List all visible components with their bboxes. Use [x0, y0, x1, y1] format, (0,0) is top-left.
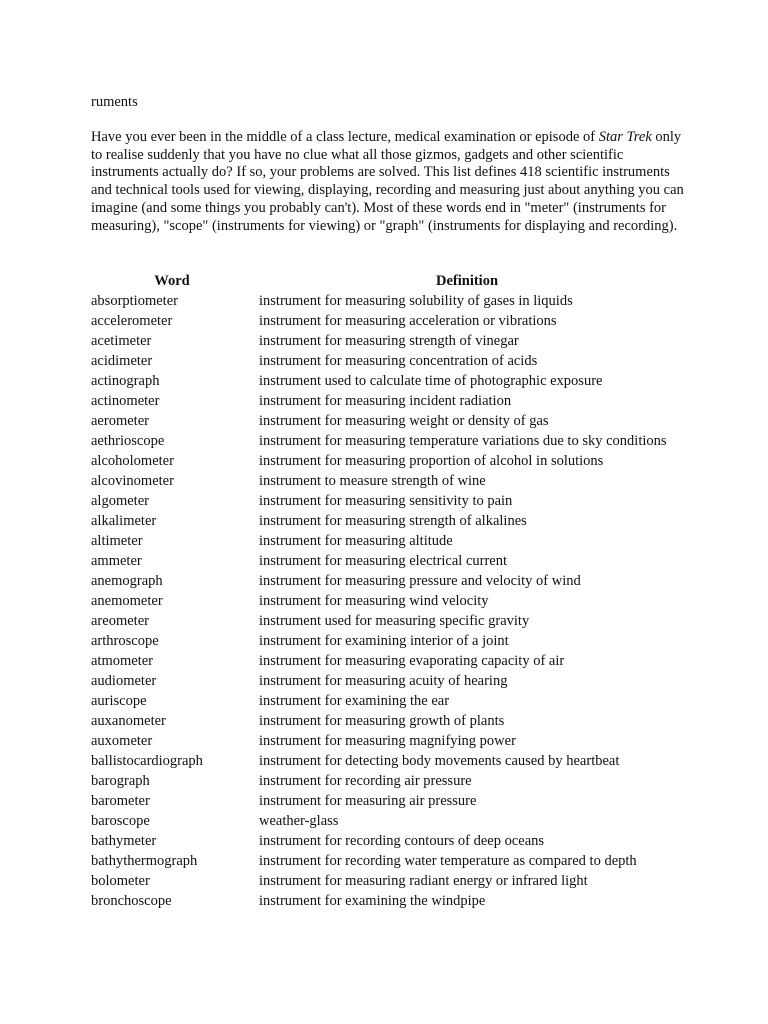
intro-text-part2: only to realise suddenly that you have no clue what all those gizmos, gadgets and other scientific instruments actually do? If so, your problems are solved. This list defines 418 scientific instruments and technical tools used for viewing, displaying, recording and measuring just about anything you can imagine (and some things you probably can't). Most of these words end in "meter" (instruments for measuring), "scope" (instruments for viewing) or "graph" (instruments for displaying and recording).: [91, 129, 684, 234]
table-row: [88, 511, 678, 531]
table-row: [88, 651, 678, 671]
definition-cell: instrument used to calculate time of photographic exposure: [259, 373, 603, 389]
word-cell: aerometer: [91, 413, 149, 429]
table-row: [88, 571, 678, 591]
word-cell: atmometer: [91, 653, 154, 669]
definition-cell: instrument for measuring air pressure: [259, 793, 477, 809]
definition-cell: instrument for measuring altitude: [259, 533, 453, 549]
table-row: [88, 391, 678, 411]
definition-cell: instrument for recording contours of deep oceans: [259, 833, 545, 849]
definition-cell: instrument for measuring magnifying power: [259, 733, 516, 749]
table-row: [88, 691, 678, 711]
page-heading: ruments: [91, 94, 138, 110]
word-cell: aethrioscope: [91, 433, 165, 449]
definition-cell: instrument for recording air pressure: [259, 773, 472, 789]
table-row: [88, 871, 678, 891]
definition-cell: instrument for measuring sensitivity to pain: [259, 493, 513, 509]
word-cell: auxanometer: [91, 713, 166, 729]
intro-show-title: Star Trek: [598, 129, 652, 145]
table-row: [88, 751, 678, 771]
table-row: [88, 591, 678, 611]
table-row: [88, 451, 678, 471]
table-row: [88, 811, 678, 831]
header-word: Word: [154, 273, 190, 289]
word-cell: alcoholometer: [91, 453, 174, 469]
header-definition: Definition: [435, 273, 499, 289]
definition-cell: instrument for recording water temperature as compared to depth: [259, 853, 637, 869]
word-cell: ballistocardiograph: [91, 753, 203, 769]
table-row: [88, 731, 678, 751]
definition-cell: instrument for measuring acceleration or vibrations: [259, 313, 557, 329]
table-row: [88, 311, 678, 331]
table-row: [88, 431, 678, 451]
word-cell: auriscope: [91, 693, 147, 709]
word-cell: auxometer: [91, 733, 153, 749]
table-row: [88, 551, 678, 571]
definition-cell: instrument for measuring solubility of gases in liquids: [259, 293, 573, 309]
word-cell: actinograph: [91, 373, 160, 389]
word-cell: alkalimeter: [91, 513, 157, 529]
word-cell: bathymeter: [91, 833, 157, 849]
table-row: [88, 371, 678, 391]
definition-cell: instrument for measuring incident radiation: [259, 393, 512, 409]
definition-cell: instrument for measuring pressure and velocity of wind: [259, 573, 581, 589]
table-row: [88, 671, 678, 691]
word-cell: absorptiometer: [91, 293, 178, 309]
word-cell: algometer: [91, 493, 149, 509]
definition-cell: weather-glass: [259, 813, 339, 829]
word-cell: acetimeter: [91, 333, 152, 349]
definition-cell: instrument for measuring weight or density of gas: [259, 413, 549, 429]
table-row: [88, 291, 678, 311]
definition-cell: instrument for measuring evaporating capacity of air: [259, 653, 565, 669]
table-row: [88, 791, 678, 811]
table-row: [88, 531, 678, 551]
definition-cell: instrument for measuring acuity of hearing: [259, 673, 508, 689]
table-row: [88, 891, 678, 911]
word-cell: bronchoscope: [91, 893, 172, 909]
definition-cell: instrument used for measuring specific gravity: [259, 613, 530, 629]
word-cell: barometer: [91, 793, 150, 809]
intro-paragraph: [91, 129, 687, 235]
word-cell: accelerometer: [91, 313, 173, 329]
definition-cell: instrument for measuring proportion of alcohol in solutions: [259, 453, 604, 469]
table-row: [88, 631, 678, 651]
word-cell: audiometer: [91, 673, 157, 689]
table-row: [88, 471, 678, 491]
word-cell: actinometer: [91, 393, 160, 409]
word-cell: areometer: [91, 613, 149, 629]
word-cell: altimeter: [91, 533, 143, 549]
definition-cell: instrument for measuring electrical current: [259, 553, 508, 569]
definition-cell: instrument for measuring temperature variations due to sky conditions: [259, 433, 667, 449]
table-row: [88, 351, 678, 371]
definition-cell: instrument for examining the windpipe: [259, 893, 486, 909]
word-cell: acidimeter: [91, 353, 153, 369]
word-cell: ammeter: [91, 553, 142, 569]
word-cell: bolometer: [91, 873, 150, 889]
definition-cell: instrument for measuring wind velocity: [259, 593, 489, 609]
definition-cell: instrument for detecting body movements caused by heartbeat: [259, 753, 620, 769]
table-row: [88, 331, 678, 351]
word-cell: baroscope: [91, 813, 150, 829]
word-cell: barograph: [91, 773, 150, 789]
table-row: [88, 831, 678, 851]
definition-cell: instrument for measuring strength of alkalines: [259, 513, 527, 529]
table-header-row: [88, 272, 678, 291]
definition-cell: instrument to measure strength of wine: [259, 473, 486, 489]
word-cell: alcovinometer: [91, 473, 174, 489]
table-row: [88, 491, 678, 511]
table-row: [88, 851, 678, 871]
word-cell: anemograph: [91, 573, 163, 589]
definition-cell: instrument for measuring concentration of acids: [259, 353, 538, 369]
table-row: [88, 411, 678, 431]
table-row: [88, 611, 678, 631]
definition-cell: instrument for examining interior of a joint: [259, 633, 509, 649]
definition-cell: instrument for measuring growth of plants: [259, 713, 505, 729]
definition-cell: instrument for measuring strength of vinegar: [259, 333, 519, 349]
instruments-table: [88, 272, 678, 911]
word-cell: bathythermograph: [91, 853, 198, 869]
definition-cell: instrument for examining the ear: [259, 693, 450, 709]
table-row: [88, 711, 678, 731]
table-body: [88, 291, 678, 911]
word-cell: arthroscope: [91, 633, 159, 649]
definition-cell: instrument for measuring radiant energy or infrared light: [259, 873, 588, 889]
intro-text-part1: Have you ever been in the middle of a class lecture, medical examination or episode of: [91, 129, 599, 145]
table-row: [88, 771, 678, 791]
word-cell: anemometer: [91, 593, 163, 609]
